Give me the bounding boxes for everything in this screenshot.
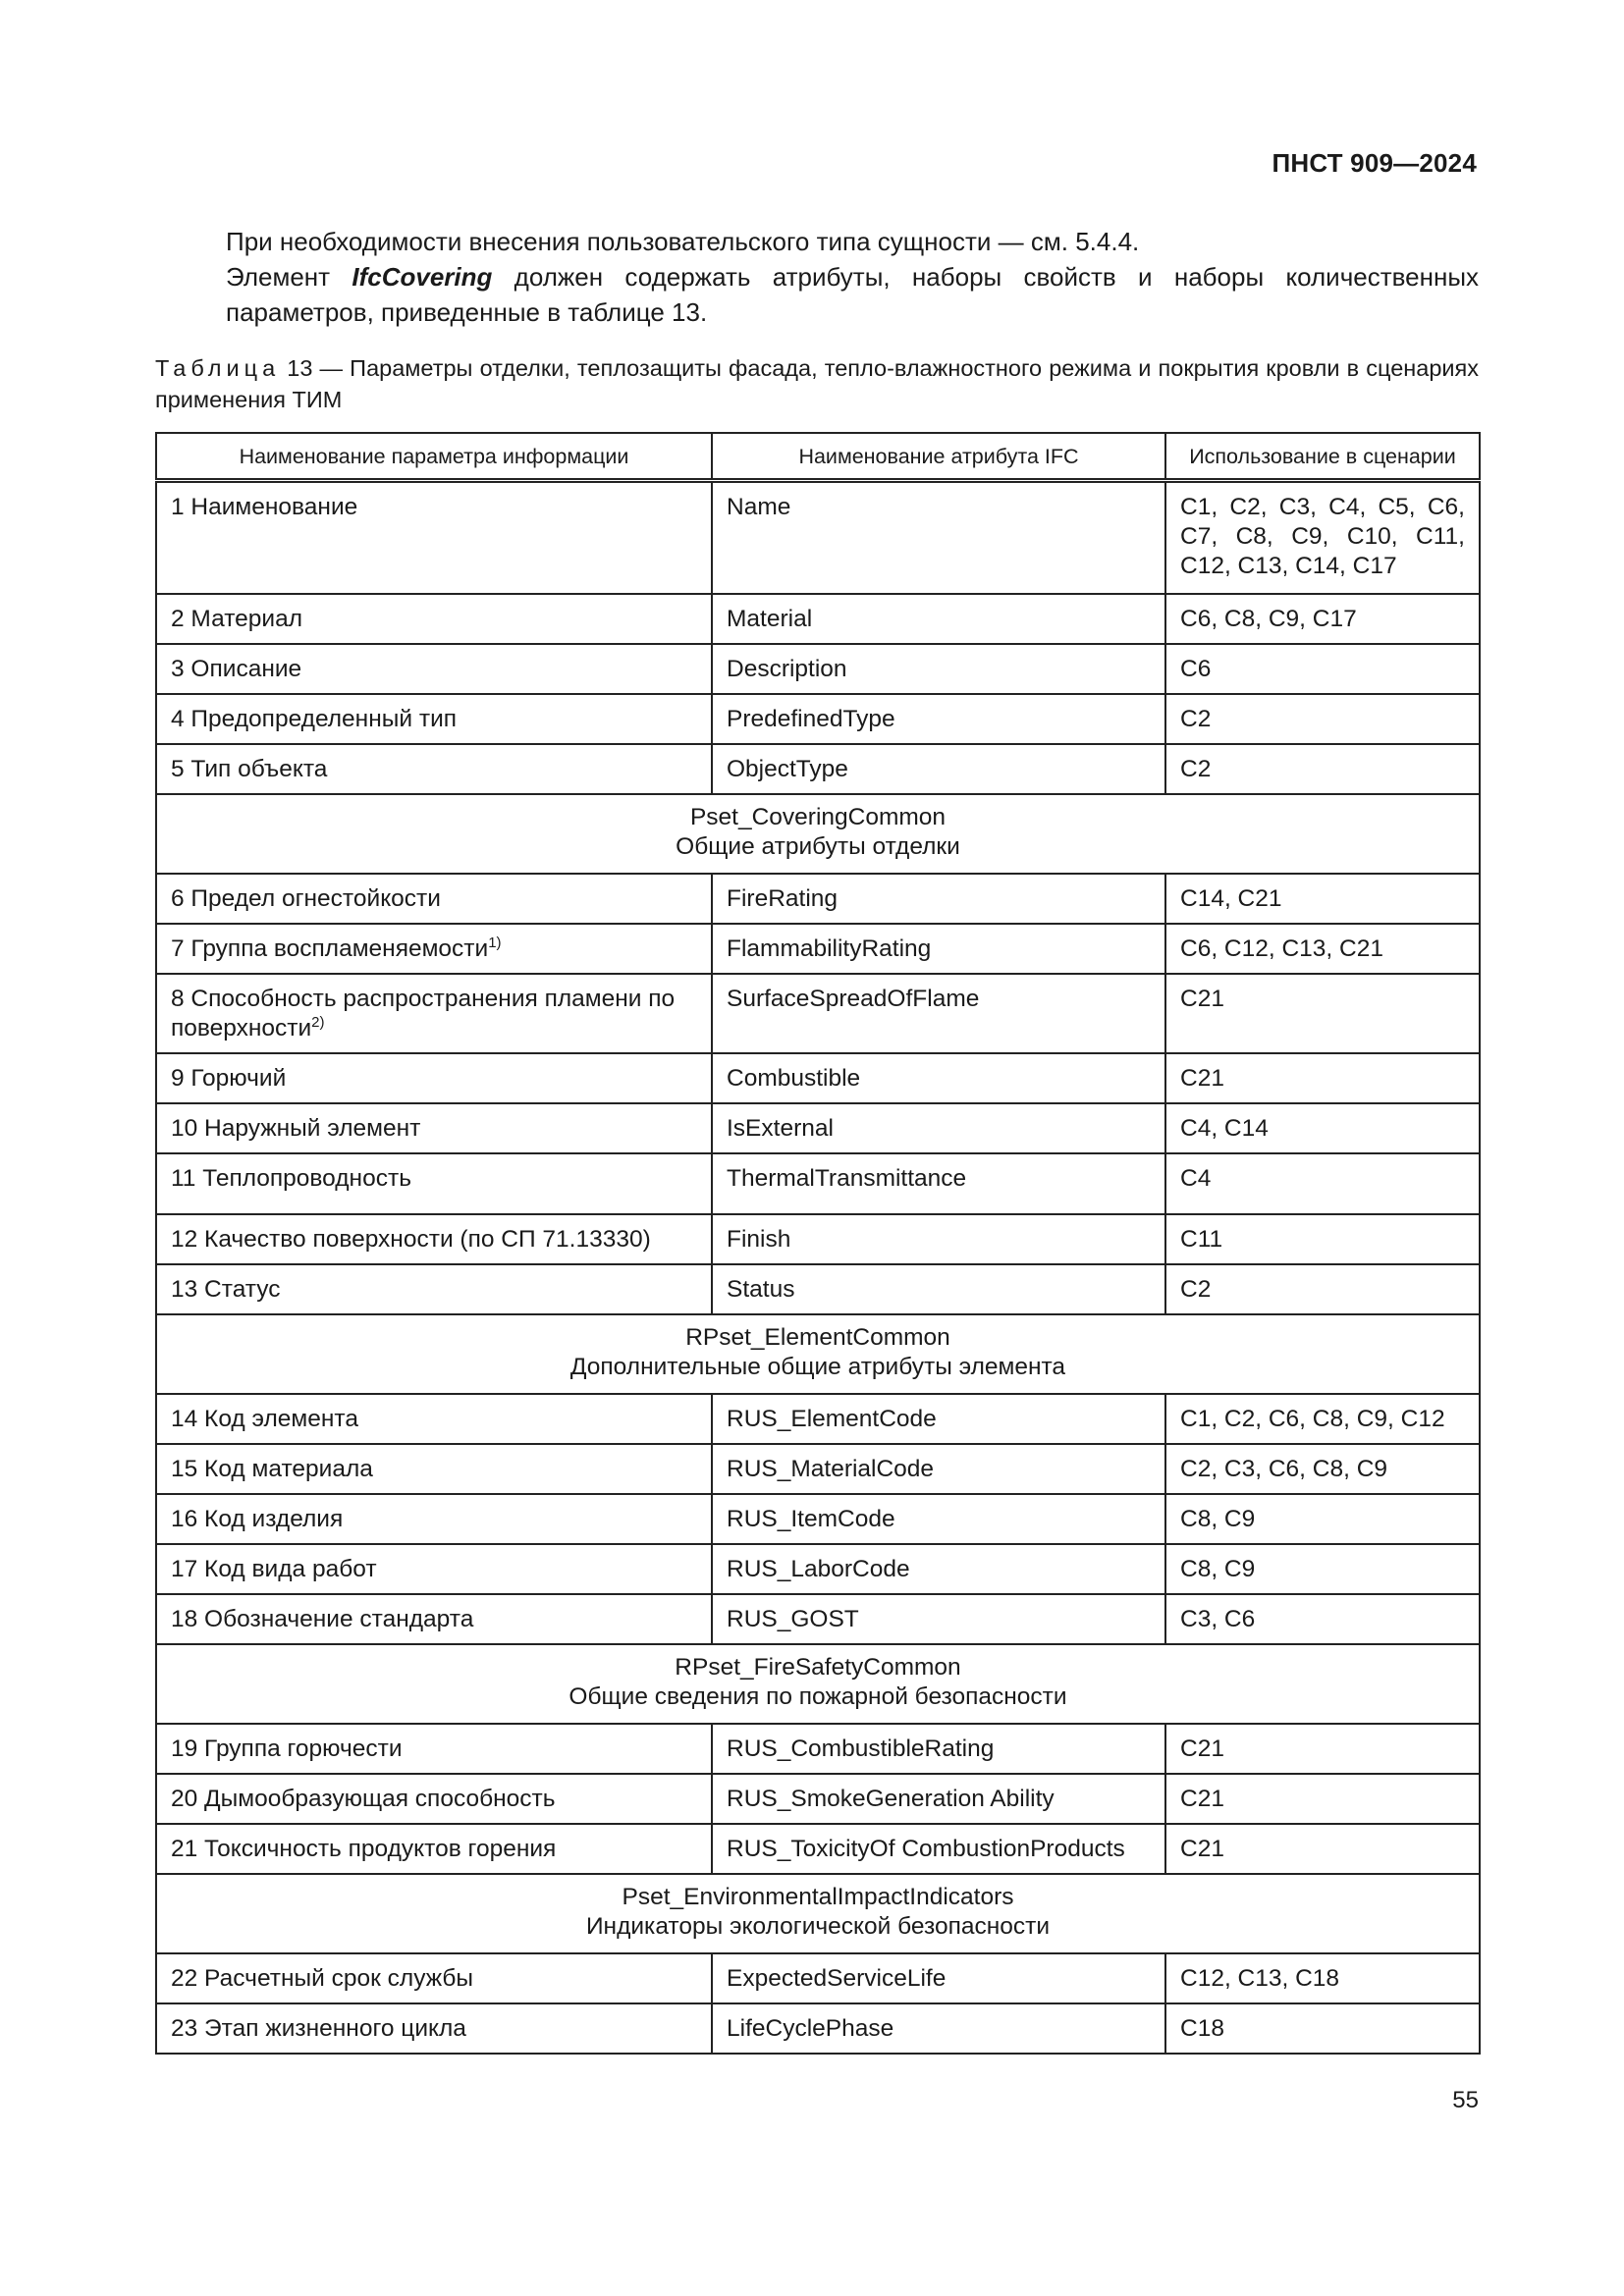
property-set-name: Pset_CoveringCommon [689, 803, 947, 830]
scenario-usage-cell: С18 [1165, 2003, 1480, 2054]
ifc-attribute-cell: RUS_CombustibleRating [712, 1724, 1165, 1774]
scenario-usage-cell: С1, С2, С3, С4, С5, С6, С7, С8, С9, С10, С11, С12, С13, С14, С17 [1165, 481, 1480, 594]
parameter-name: 6 Предел огнестойкости [171, 884, 441, 912]
ifc-attribute-cell: IsExternal [712, 1103, 1165, 1153]
parameter-name-cell [156, 1103, 712, 1153]
parameter-name-cell [156, 1394, 712, 1444]
table-row [156, 924, 1480, 974]
property-set-cell [156, 794, 1480, 874]
parameter-name-cell [156, 1444, 712, 1494]
parameter-name-cell [156, 1264, 712, 1314]
header-ifc-attribute: Наименование атрибута IFC [712, 433, 1165, 481]
ifc-entity-name: IfcCovering [352, 262, 493, 292]
parameter-name: 9 Горючий [171, 1064, 287, 1092]
ifc-attribute-cell: ThermalTransmittance [712, 1153, 1165, 1214]
parameter-name-cell [156, 1594, 712, 1644]
intro-line-1: При необходимости внесения пользовательского типа сущности — см. 5.4.4. [226, 227, 1140, 256]
scenario-usage-cell: С2, С3, С6, С8, С9 [1165, 1444, 1480, 1494]
property-set-name: Pset_EnvironmentalImpactIndicators [622, 1883, 1014, 1910]
scenario-usage-cell: С21 [1165, 1824, 1480, 1874]
ifc-attribute-cell: ObjectType [712, 744, 1165, 794]
table-caption [155, 352, 1479, 415]
parameter-name-cell [156, 924, 712, 974]
scenario-usage-cell: С2 [1165, 1264, 1480, 1314]
parameter-name: 4 Предопределенный тип [171, 705, 458, 732]
parameter-name-cell [156, 1053, 712, 1103]
table-row [156, 644, 1480, 694]
table-row [156, 481, 1480, 594]
page-number: 55 [1452, 2087, 1479, 2113]
table-row [156, 1394, 1480, 1444]
property-set-cell [156, 1314, 1480, 1394]
table-group-row [156, 1644, 1480, 1724]
property-set-name: RPset_FireSafetyCommon [675, 1653, 961, 1681]
table-row [156, 594, 1480, 644]
scenario-usage-cell: С4 [1165, 1153, 1480, 1214]
parameter-name: 22 Расчетный срок службы [171, 1964, 474, 1992]
table-row [156, 2003, 1480, 2054]
parameter-name: 18 Обозначение стандарта [171, 1605, 474, 1632]
parameter-name-cell [156, 1774, 712, 1824]
table-row [156, 1494, 1480, 1544]
parameter-name: 13 Статус [171, 1275, 281, 1303]
ifc-attribute-cell: Description [712, 644, 1165, 694]
property-set-name: RPset_ElementCommon [685, 1323, 950, 1351]
table-row [156, 1214, 1480, 1264]
table-row [156, 1724, 1480, 1774]
parameters-table [155, 432, 1481, 2055]
ifc-attribute-cell: ExpectedServiceLife [712, 1953, 1165, 2003]
table-row [156, 1774, 1480, 1824]
scenario-usage-cell: С21 [1165, 1053, 1480, 1103]
parameter-name: 11 Теплопроводность [171, 1164, 411, 1192]
table-caption-text: 13 — Параметры отделки, теплозащиты фасада, тепло-влажностного режима и покрытия кровли в сценариях применения ТИМ [155, 355, 1479, 412]
ifc-attribute-cell: FireRating [712, 874, 1165, 924]
ifc-attribute-cell: Finish [712, 1214, 1165, 1264]
header-parameter: Наименование параметра информации [156, 433, 712, 481]
scenario-usage-cell: С8, С9 [1165, 1544, 1480, 1594]
scenario-usage-cell: С6 [1165, 644, 1480, 694]
parameter-name: 1 Наименование [171, 494, 358, 520]
parameter-name-cell [156, 1153, 712, 1214]
ifc-attribute-cell: RUS_ItemCode [712, 1494, 1165, 1544]
ifc-attribute-cell: LifeCyclePhase [712, 2003, 1165, 2054]
scenario-usage-cell: С12, С13, С18 [1165, 1953, 1480, 2003]
parameter-name: 20 Дымообразующая способность [171, 1785, 556, 1812]
ifc-attribute-cell: RUS_ToxicityOf CombustionProducts [712, 1824, 1165, 1874]
parameter-name-cell [156, 694, 712, 744]
footnote-marker: 1) [488, 934, 502, 951]
parameter-name: 5 Тип объекта [171, 755, 328, 782]
parameter-name: 16 Код изделия [171, 1505, 344, 1532]
property-set-cell [156, 1644, 1480, 1724]
parameter-name: 17 Код вида работ [171, 1555, 377, 1582]
property-set-description: Индикаторы экологической безопасности [585, 1912, 1051, 1940]
parameter-name: 8 Способность распространения пламени по поверхности [171, 985, 676, 1041]
parameter-name: 19 Группа горючести [171, 1735, 403, 1762]
property-set-cell [156, 1874, 1480, 1953]
parameter-name-cell [156, 1824, 712, 1874]
ifc-attribute-cell: RUS_LaborCode [712, 1544, 1165, 1594]
property-set-description: Общие атрибуты отделки [676, 832, 960, 860]
parameter-name-cell [156, 644, 712, 694]
ifc-attribute-cell: SurfaceSpreadOfFlame [712, 974, 1165, 1053]
ifc-attribute-cell: Material [712, 594, 1165, 644]
table-row [156, 694, 1480, 744]
header-scenario-usage: Использование в сценарии [1165, 433, 1480, 481]
scenario-usage-cell: С14, С21 [1165, 874, 1480, 924]
table-row [156, 1053, 1480, 1103]
parameter-name: 12 Качество поверхности (по СП 71.13330) [171, 1225, 651, 1253]
table-caption-label: Таблица [155, 355, 281, 381]
intro-text: Элемент [226, 262, 352, 292]
scenario-usage-cell: С1, С2, С6, С8, С9, С12 [1165, 1394, 1480, 1444]
property-set-description: Общие сведения по пожарной безопасности [568, 1682, 1067, 1710]
table-row [156, 874, 1480, 924]
parameter-name: 21 Токсичность продуктов горения [171, 1835, 557, 1862]
document-code: ПНСТ 909—2024 [1272, 148, 1477, 178]
ifc-attribute-cell: RUS_GOST [712, 1594, 1165, 1644]
table-group-row [156, 1874, 1480, 1953]
parameter-name-cell [156, 744, 712, 794]
intro-text: должен содержать атрибуты, наборы свойств и наборы количественных параметров, приведенные в таблице 13. [226, 262, 1480, 327]
table-row [156, 1444, 1480, 1494]
parameter-name-cell [156, 974, 712, 1053]
parameter-name: 15 Код материала [171, 1455, 373, 1482]
scenario-usage-cell: С2 [1165, 694, 1480, 744]
parameter-name: 10 Наружный элемент [171, 1114, 421, 1142]
scenario-usage-cell: С11 [1165, 1214, 1480, 1264]
ifc-attribute-cell: RUS_SmokeGeneration Ability [712, 1774, 1165, 1824]
table-group-row [156, 794, 1480, 874]
parameter-name-cell [156, 1214, 712, 1264]
intro-line-2 [155, 259, 1479, 330]
table-row [156, 744, 1480, 794]
table-row [156, 1594, 1480, 1644]
parameter-name: 23 Этап жизненного цикла [171, 2014, 466, 2042]
parameter-name-cell [156, 1544, 712, 1594]
ifc-attribute-cell: PredefinedType [712, 694, 1165, 744]
parameter-name-cell [156, 481, 712, 594]
scenario-usage-cell: С6, С12, С13, С21 [1165, 924, 1480, 974]
table-row [156, 1953, 1480, 2003]
parameter-name: 14 Код элемента [171, 1405, 358, 1432]
ifc-attribute-cell: Combustible [712, 1053, 1165, 1103]
ifc-attribute-cell: Name [712, 481, 1165, 594]
property-set-description: Дополнительные общие атрибуты элемента [569, 1353, 1066, 1380]
parameter-name-cell [156, 874, 712, 924]
scenario-usage-cell: С21 [1165, 1774, 1480, 1824]
ifc-attribute-cell: RUS_MaterialCode [712, 1444, 1165, 1494]
parameter-name-cell [156, 1724, 712, 1774]
scenario-usage-cell: С8, С9 [1165, 1494, 1480, 1544]
parameter-name: 7 Группа воспламеняемости [171, 934, 489, 962]
parameter-name-cell [156, 594, 712, 644]
scenario-usage-cell: С21 [1165, 974, 1480, 1053]
footnote-marker: 2) [311, 1013, 325, 1031]
parameter-name-cell [156, 1953, 712, 2003]
scenario-usage-cell: С4, С14 [1165, 1103, 1480, 1153]
table-row [156, 1264, 1480, 1314]
ifc-attribute-cell: FlammabilityRating [712, 924, 1165, 974]
ifc-attribute-cell: Status [712, 1264, 1165, 1314]
table-row [156, 1153, 1480, 1214]
table-header-row [156, 433, 1480, 481]
table-group-row [156, 1314, 1480, 1394]
parameter-name: 2 Материал [171, 605, 303, 632]
scenario-usage-cell: С3, С6 [1165, 1594, 1480, 1644]
scenario-usage-cell: С2 [1165, 744, 1480, 794]
parameter-name-cell [156, 2003, 712, 2054]
table-row [156, 974, 1480, 1053]
ifc-attribute-cell: RUS_ElementCode [712, 1394, 1165, 1444]
scenario-usage-cell: С6, С8, С9, С17 [1165, 594, 1480, 644]
table-row [156, 1544, 1480, 1594]
parameter-name-cell [156, 1494, 712, 1544]
table-row [156, 1824, 1480, 1874]
scenario-usage-cell: С21 [1165, 1724, 1480, 1774]
table-row [156, 1103, 1480, 1153]
intro-paragraph [155, 224, 1479, 330]
parameter-name: 3 Описание [171, 655, 302, 682]
